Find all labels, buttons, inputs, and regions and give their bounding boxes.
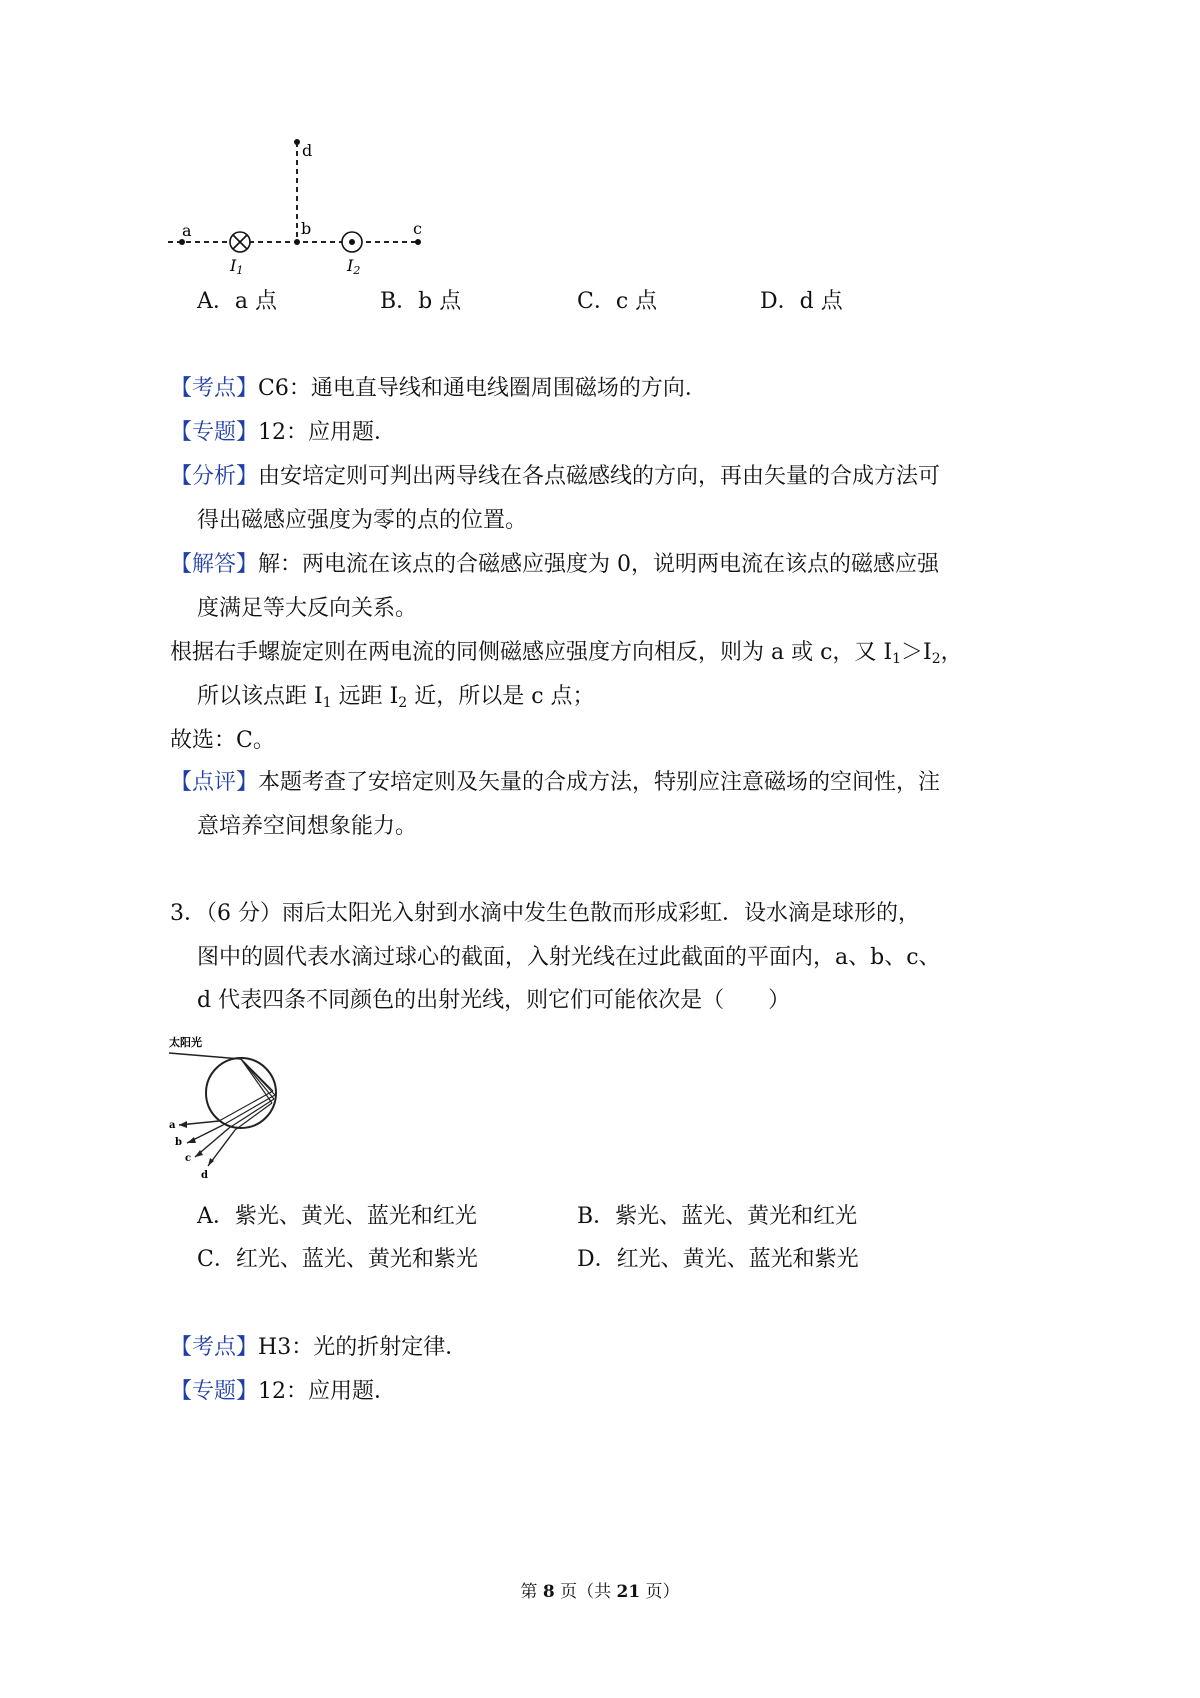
q2-option-b: B．b 点: [380, 289, 462, 314]
q3-kaodian-tag: 【考点】: [170, 1335, 259, 1360]
q2-fenxi-line1: [170, 462, 940, 492]
ray-label-c: c: [185, 1153, 192, 1164]
q2-jieda-line2: 度满足等大反向关系。: [197, 596, 418, 621]
sun-label: 太阳光: [169, 1036, 202, 1049]
fenxi-tag: 【分析】: [170, 464, 259, 489]
q3-option-b: B．紫光、蓝光、黄光和红光: [577, 1204, 858, 1229]
fenxi-text-1: 由安培定则可判出两导线在各点磁感线的方向，再由矢量的合成方法可: [258, 464, 941, 489]
zhuanti-tag: 【专题】: [170, 420, 259, 445]
q2-option-c: C．c 点: [577, 289, 658, 314]
dianping-tag: 【点评】: [170, 770, 259, 795]
q3-option-a: A．紫光、黄光、蓝光和红光: [197, 1204, 477, 1229]
jieda-text-1: 解：两电流在该点的合磁感应强度为 0，说明两电流在该点的磁感应强: [258, 552, 940, 577]
kaodian-tag: 【考点】: [170, 376, 259, 401]
q2-answer: 故选：C。: [170, 728, 275, 753]
label-i1: I1: [230, 256, 244, 277]
q2-body-line2: 所以该点距 $I_1$ 远距 $I_2$ 近，所以是 c 点；: [197, 684, 595, 711]
q3-zhuanti-tag: 【专题】: [170, 1379, 259, 1404]
ray-label-b: b: [175, 1137, 182, 1148]
q3-stem-line3: d 代表四条不同颜色的出射光线，则它们可能依次是（ ）: [197, 988, 791, 1013]
ray-label-d: d: [201, 1170, 208, 1181]
label-c: c: [413, 219, 422, 238]
label-b: b: [301, 219, 312, 238]
label-d: d: [302, 141, 313, 160]
q3-kaodian: [170, 1333, 467, 1363]
q2-dianping-line1: [170, 768, 940, 798]
point-b: [294, 239, 300, 245]
q3-kaodian-text: H3：光的折射定律．: [258, 1335, 468, 1360]
q3-option-c: C．红光、蓝光、黄光和紫光: [197, 1247, 478, 1272]
page-footer: 第 8 页（共 21 页）: [520, 1582, 680, 1602]
label-a: a: [182, 221, 192, 240]
q3-option-d: D．红光、黄光、蓝光和紫光: [577, 1247, 859, 1272]
raindrop-figure: [163, 1033, 293, 1183]
incident-ray: [169, 1053, 241, 1059]
q2-option-a: A．a 点: [197, 289, 277, 314]
q2-body-line1: 根据右手螺旋定则在两电流的同侧磁感应强度方向相反，则为 a 或 c，又 $I_1>I_2$，: [170, 640, 963, 667]
kaodian-text: C6：通电直导线和通电线圈周围磁场的方向．: [258, 376, 707, 401]
zhuanti-text: 12：应用题．: [258, 420, 397, 445]
q3-stem-line1: 3．（6 分）雨后太阳光入射到水滴中发生色散而形成彩虹．设水滴是球形的，: [170, 901, 920, 926]
point-d: [294, 139, 300, 145]
label-i2: I2: [347, 256, 361, 277]
q2-fenxi-line2: 得出磁感应强度为零的点的位置。: [197, 508, 528, 533]
ray-label-a: a: [169, 1120, 176, 1131]
q2-option-d: D．d 点: [760, 289, 843, 314]
q2-kaodian: [170, 374, 707, 404]
page-total: 21: [616, 1582, 641, 1602]
q3-zhuanti: [170, 1377, 396, 1407]
page-number: 8: [542, 1582, 555, 1602]
point-c: [415, 239, 421, 245]
dianping-text-1: 本题考查了安培定则及矢量的合成方法，特别应注意磁场的空间性，注: [258, 770, 941, 795]
q2-jieda-line1: [170, 550, 939, 580]
q3-stem-line2: 图中的圆代表水滴过球心的截面，入射光线在过此截面的平面内，a、b、c、: [197, 945, 941, 970]
q3-zhuanti-text: 12：应用题．: [258, 1379, 397, 1404]
q2-zhuanti: [170, 418, 396, 448]
wire-field-figure: [160, 130, 440, 290]
jieda-tag: 【解答】: [170, 552, 259, 577]
q2-dianping-line2: 意培养空间想象能力。: [197, 814, 418, 839]
